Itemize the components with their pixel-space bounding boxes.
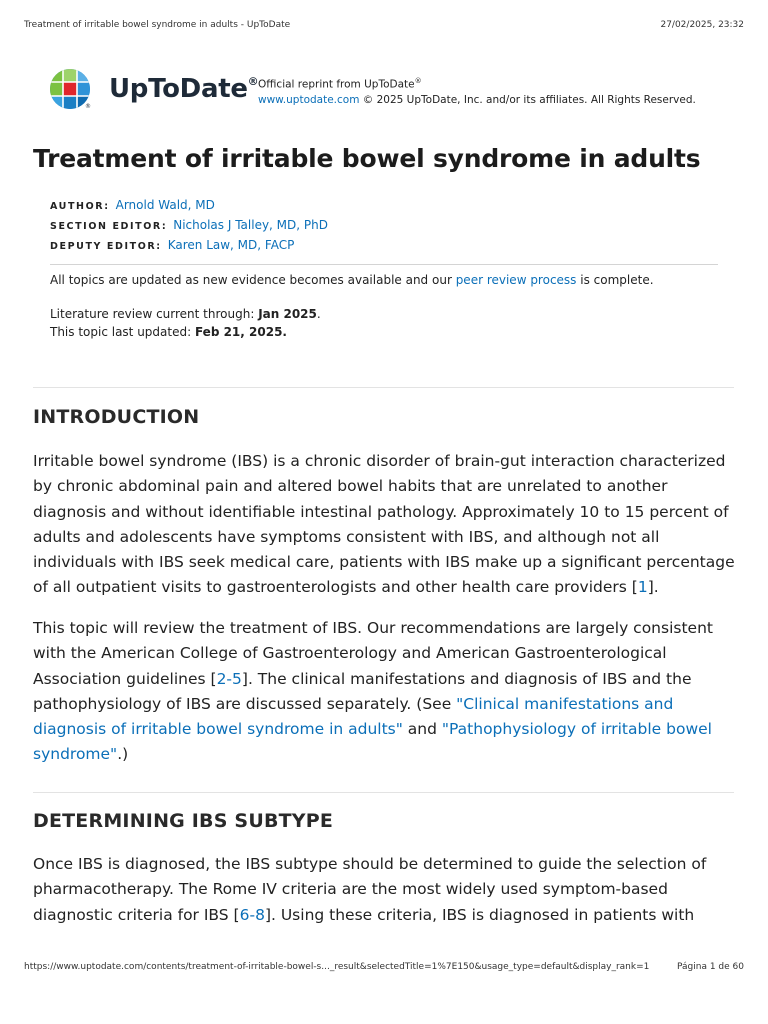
clinical-manifestations-topic-link[interactable]: "Clinical manifestations and diagnosis of irritable bowel syndrome in adults" bbox=[33, 694, 674, 739]
last-updated-line: This topic last updated: Feb 21, 2025. bbox=[50, 325, 287, 339]
print-header-datetime: 27/02/2025, 23:32 bbox=[660, 20, 744, 30]
deputy-editor-label: DEPUTY EDITOR: bbox=[50, 241, 162, 252]
literature-review-line: Literature review current through: Jan 2025. bbox=[50, 307, 321, 321]
deputy-editor-row bbox=[50, 236, 328, 256]
divider bbox=[50, 264, 718, 265]
uptodate-website-link[interactable]: www.uptodate.com bbox=[258, 93, 360, 106]
deputy-editor-link[interactable]: Karen Law, MD, FACP bbox=[167, 238, 295, 252]
subtype-paragraph-1: Once IBS is diagnosed, the IBS subtype should be determined to guide the selection of pharmacotherapy. The Rome IV criteria are the most widely used symptom-based diagnostic criteria for IBS [6-8]. Using these criteria, IBS is diagnosed in patients with bbox=[33, 855, 707, 924]
print-header-title: Treatment of irritable bowel syndrome in adults - UpToDate bbox=[24, 20, 291, 30]
reference-link[interactable]: 1 bbox=[637, 578, 648, 597]
section-editor-row bbox=[50, 216, 328, 236]
page-title: Treatment of irritable bowel syndrome in adults bbox=[33, 144, 701, 173]
author-label: AUTHOR: bbox=[50, 201, 110, 212]
section-editor-label: SECTION EDITOR: bbox=[50, 221, 168, 232]
print-footer-url: https://www.uptodate.com/contents/treatment-of-irritable-bowel-s..._result&selectedTitle=1%7E150&usage_type=default&display_rank=1 bbox=[24, 962, 650, 972]
author-link[interactable]: Arnold Wald, MD bbox=[115, 198, 215, 212]
reprint-notice: Official reprint from UpToDate® www.uptodate.com © 2025 UpToDate, Inc. and/or its affiliates. All Rights Reserved. bbox=[258, 77, 696, 106]
section-heading-introduction: INTRODUCTION bbox=[33, 406, 200, 428]
reference-link[interactable]: 6-8 bbox=[239, 905, 265, 924]
author-row bbox=[50, 196, 328, 216]
pathophysiology-topic-link[interactable]: "Pathophysiology of irritable bowel syndrome" bbox=[33, 720, 712, 764]
section-heading-determining-ibs-subtype: DETERMINING IBS SUBTYPE bbox=[33, 810, 334, 832]
section-divider bbox=[33, 792, 734, 793]
reference-link[interactable]: 2-5 bbox=[216, 669, 242, 688]
update-notice: All topics are updated as new evidence becomes available and our peer review process is complete. bbox=[50, 273, 654, 287]
svg-text:®: ® bbox=[85, 103, 91, 110]
print-header bbox=[24, 20, 744, 30]
print-footer bbox=[24, 962, 744, 972]
uptodate-logo bbox=[49, 68, 258, 110]
section-divider bbox=[33, 387, 734, 388]
uptodate-logo-icon bbox=[49, 68, 93, 110]
review-dates bbox=[50, 305, 321, 341]
introduction-paragraph-1: Irritable bowel syndrome (IBS) is a chronic disorder of brain-gut interaction characterized by chronic abdominal pain and altered bowel habits that are unrelated to another diagnosis and without identifiable intestinal pathology. Approximately 10 to 15 percent of adults and adolescents have symptoms consistent with IBS, and although not all individuals with IBS seek medical care, patients with IBS make up a significant percentage of all outpatient visits to gastroenterologists and other health care providers [1]. bbox=[33, 452, 735, 597]
brand-name: UpToDate® bbox=[109, 74, 259, 104]
contributors bbox=[50, 196, 328, 256]
introduction-paragraph-2: This topic will review the treatment of IBS. Our recommendations are largely consistent with the American College of Gastroenterology and American Gastroenterological Association guidelines [2-5]. The clinical manifestations and diagnosis of IBS and the pathophysiology of IBS are discussed separately. (See "Clinical manifestations and diagnosis of irritable bowel syndrome in adults" and "Pathophysiology of irritable bowel syndrome".) bbox=[33, 619, 713, 764]
section-editor-link[interactable]: Nicholas J Talley, MD, PhD bbox=[173, 218, 328, 232]
peer-review-link[interactable]: peer review process bbox=[455, 273, 577, 287]
page-number: Página 1 de 60 bbox=[677, 962, 744, 972]
